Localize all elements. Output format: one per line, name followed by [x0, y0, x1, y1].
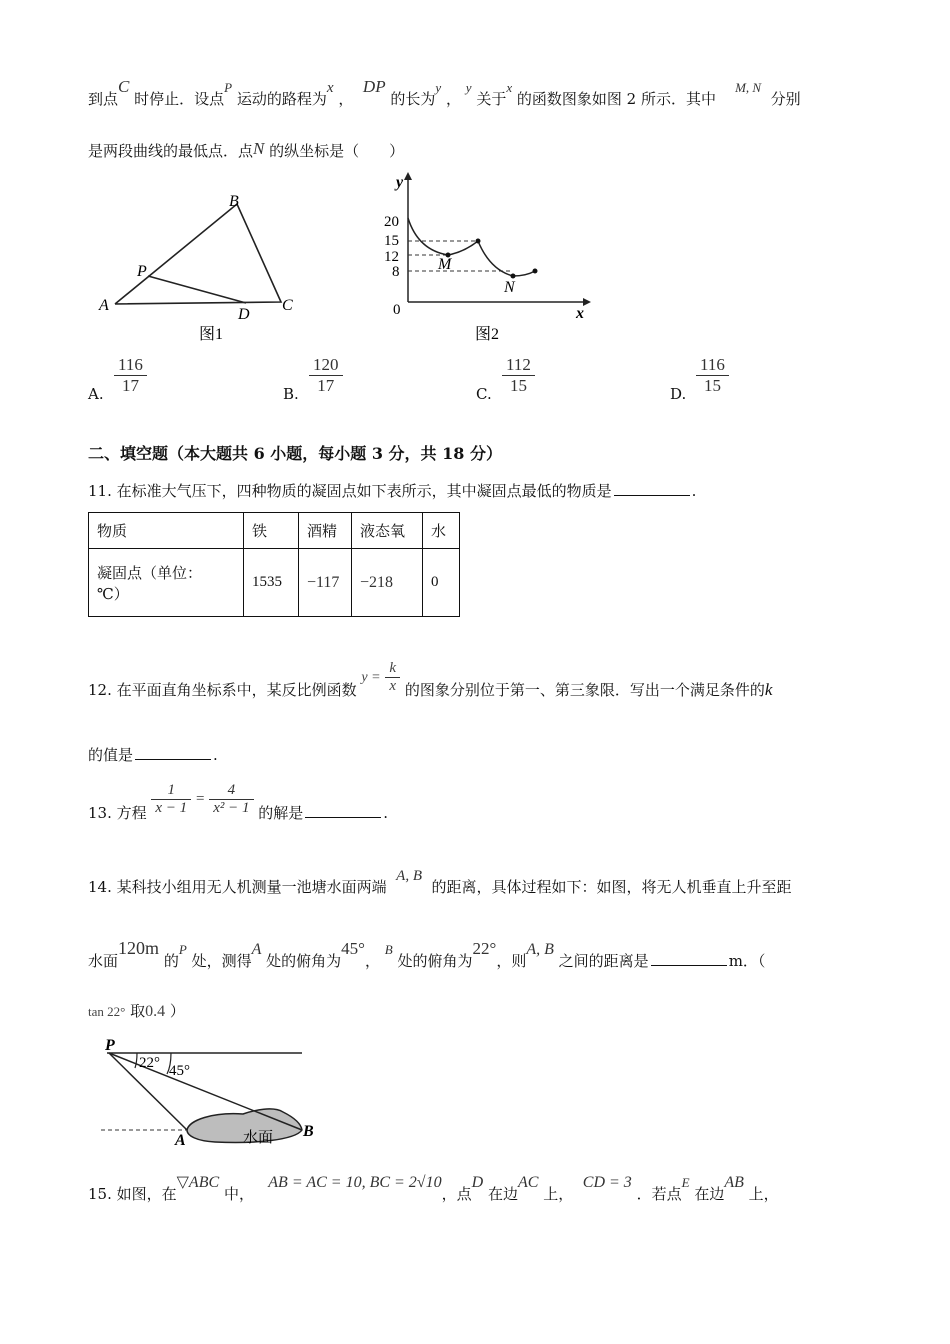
text: 是两段曲线的最低点．点: [88, 142, 254, 160]
text: 中，: [223, 1185, 254, 1203]
text: 14. 某科技小组用无人机测量一池塘水面两端: [88, 878, 387, 896]
text: 时停止．设点: [134, 90, 225, 108]
label-b: B: [303, 1123, 314, 1140]
freezing-point-table: [88, 512, 460, 617]
points-ab: A, B: [526, 941, 554, 958]
numerator: 120: [309, 355, 343, 376]
text: 凝固点（单位：: [97, 563, 203, 582]
label-m: M: [438, 256, 452, 273]
text: ，: [364, 952, 380, 970]
option-label: C.: [476, 385, 492, 403]
height-value: 120m: [118, 938, 160, 958]
lhs-fraction: [151, 782, 191, 817]
text: 取: [130, 1002, 146, 1020]
fraction: [502, 355, 535, 396]
text: 上，: [543, 1185, 574, 1203]
tick-15: 15: [384, 233, 399, 249]
numerator: 1: [151, 782, 191, 800]
text: 的: [163, 952, 179, 970]
text: 的长为: [390, 90, 436, 108]
text: 分别: [770, 90, 801, 108]
side-ac: AC: [517, 1174, 539, 1191]
point-b: B: [384, 942, 393, 957]
var-y: y: [465, 80, 472, 95]
table-cell: 0: [423, 549, 460, 617]
answer-blank[interactable]: [305, 803, 381, 818]
text: 15. 如图，在: [88, 1185, 177, 1203]
text: 到点: [88, 90, 119, 108]
label-c: C: [282, 297, 293, 314]
table-header: 酒精: [299, 513, 352, 549]
q12-line-1: [88, 655, 772, 700]
function-lhs: y =: [361, 669, 381, 685]
segment-dp: DP: [362, 77, 386, 96]
caption-fig2: 图2: [475, 326, 500, 343]
point-a: A: [251, 941, 262, 958]
text: 处的俯角为: [266, 952, 342, 970]
label-p: P: [137, 263, 147, 280]
point-c: C: [118, 77, 130, 96]
q15-line-1: [88, 1174, 779, 1204]
text: ．若点: [636, 1185, 682, 1203]
table-row-label: [89, 549, 244, 617]
denominator: x: [389, 678, 397, 694]
denominator: x² − 1: [213, 800, 250, 816]
text: ，则: [496, 952, 527, 970]
text: 的函数图象如图 2 所示．其中: [516, 90, 716, 108]
tick-8: 8: [392, 264, 400, 280]
label-angle-22: 22°: [139, 1055, 160, 1071]
text: ，: [445, 90, 461, 108]
table-header: 铁: [244, 513, 299, 549]
q12-line-2: [88, 744, 218, 765]
label-water-surface: 水面: [243, 1130, 274, 1146]
text: .: [691, 482, 697, 500]
tan-expression: tan 22°: [88, 1004, 126, 1019]
axis-x-label: x: [576, 305, 584, 322]
cd-length: CD = 3: [582, 1174, 632, 1191]
q14-line-3: [88, 1000, 185, 1021]
fraction: [309, 355, 343, 396]
tick-12: 12: [384, 249, 399, 265]
points-ab: A, B: [396, 868, 422, 884]
q10-line-2: [88, 140, 404, 161]
label-b: B: [229, 193, 239, 210]
text: ）: [169, 1002, 185, 1020]
var-x: x: [506, 80, 513, 95]
label-p: P: [105, 1037, 115, 1054]
denominator: 17: [121, 376, 139, 395]
text: 13. 方程: [88, 804, 147, 822]
text: 上，: [748, 1185, 779, 1203]
text: 处的俯角为: [397, 952, 473, 970]
table-row: [89, 549, 460, 617]
figure-1-triangle: [95, 186, 315, 346]
denominator: x − 1: [155, 800, 188, 816]
tick-20: 20: [384, 214, 399, 230]
text: 水面: [88, 952, 119, 970]
answer-blank[interactable]: [135, 745, 211, 760]
table-cell: −117: [299, 549, 352, 617]
text: 之间的距离是: [558, 952, 649, 970]
answer-blank[interactable]: [651, 951, 727, 966]
text: 的图象分别位于第一、第三象限．写出一个满足条件的: [404, 681, 765, 699]
q11-text: [88, 480, 696, 501]
text: 12. 在平面直角坐标系中，某反比例函数: [88, 681, 357, 699]
side-ab: AB: [724, 1174, 744, 1191]
fraction: [114, 355, 147, 396]
text: ，: [338, 90, 354, 108]
var-x: x: [326, 80, 334, 96]
denominator: 15: [703, 376, 721, 395]
option-label: B.: [283, 385, 299, 403]
option-label: A.: [88, 385, 104, 403]
answer-blank-wrap: [303, 777, 383, 822]
label-d: D: [238, 306, 250, 323]
numerator: 116: [114, 355, 147, 376]
text: 在边: [487, 1185, 518, 1203]
text: 11. 在标准大气压下，四种物质的凝固点如下表所示，其中凝固点最低的物质是: [88, 482, 612, 500]
figure-2-graph: [378, 168, 598, 348]
condition: AB = AC = 10, BC = 2√10: [268, 1174, 442, 1191]
table-cell: −218: [352, 549, 423, 617]
point-p: P: [178, 942, 187, 957]
text: 运动的路程为: [236, 90, 327, 108]
text: m．（: [728, 952, 766, 970]
rhs-fraction: [209, 782, 253, 817]
q14-line-1: [88, 868, 792, 897]
figure-drone-pond: [95, 1032, 325, 1147]
point-p: P: [224, 80, 233, 95]
angle-22: 22°: [472, 939, 497, 958]
function-fraction: [385, 660, 400, 695]
triangle-abc: ▽ABC: [176, 1174, 220, 1191]
text: 关于: [476, 90, 507, 108]
origin-label: 0: [393, 302, 401, 318]
text: 的解是: [258, 804, 304, 822]
points-mn: M, N: [735, 80, 762, 95]
text: 的值是: [88, 746, 134, 764]
angle-45: 45°: [341, 939, 365, 958]
table-header-row: [89, 513, 460, 549]
numerator: 116: [696, 355, 729, 376]
label-a: A: [175, 1132, 186, 1147]
text: .: [213, 746, 218, 764]
point-n: N: [253, 139, 265, 158]
q13-line: [88, 776, 388, 823]
point-d: D: [471, 1174, 484, 1191]
table-header: 水: [423, 513, 460, 549]
denominator: 15: [509, 376, 527, 395]
equals-sign: =: [195, 791, 205, 807]
table-cell: 1535: [244, 549, 299, 617]
answer-blank[interactable]: [614, 481, 690, 496]
numerator: 4: [209, 782, 253, 800]
q14-line-2: [88, 938, 766, 971]
text: .: [383, 803, 389, 822]
caption-fig1: 图1: [199, 326, 224, 343]
tan-value: 0.4: [145, 1003, 166, 1020]
text: 的距离，具体过程如下：如图，将无人机垂直上升至距: [431, 878, 792, 896]
label-n: N: [504, 279, 515, 296]
denominator: 17: [317, 376, 335, 395]
numerator: k: [385, 660, 400, 678]
text: 的纵坐标是（ ）: [269, 142, 405, 160]
q10-line-1: [88, 77, 801, 109]
section-heading: 二、填空题（本大题共 6 小题，每小题 3 分，共 18 分）: [88, 444, 502, 463]
table-header: 液态氧: [352, 513, 423, 549]
text: 在边: [694, 1185, 725, 1203]
table-header: 物质: [89, 513, 244, 549]
text: ℃）: [97, 584, 129, 603]
point-e: E: [681, 1175, 690, 1190]
numerator: 112: [502, 355, 535, 376]
label-angle-45: 45°: [169, 1063, 190, 1079]
text: 处，测得: [191, 952, 252, 970]
var-y: y: [435, 80, 442, 95]
text: ，点: [441, 1185, 472, 1203]
axis-y-label: y: [396, 174, 404, 191]
option-label: D.: [670, 385, 687, 403]
fraction: [696, 355, 729, 396]
label-a: A: [99, 297, 109, 314]
var-k: k: [764, 679, 773, 699]
